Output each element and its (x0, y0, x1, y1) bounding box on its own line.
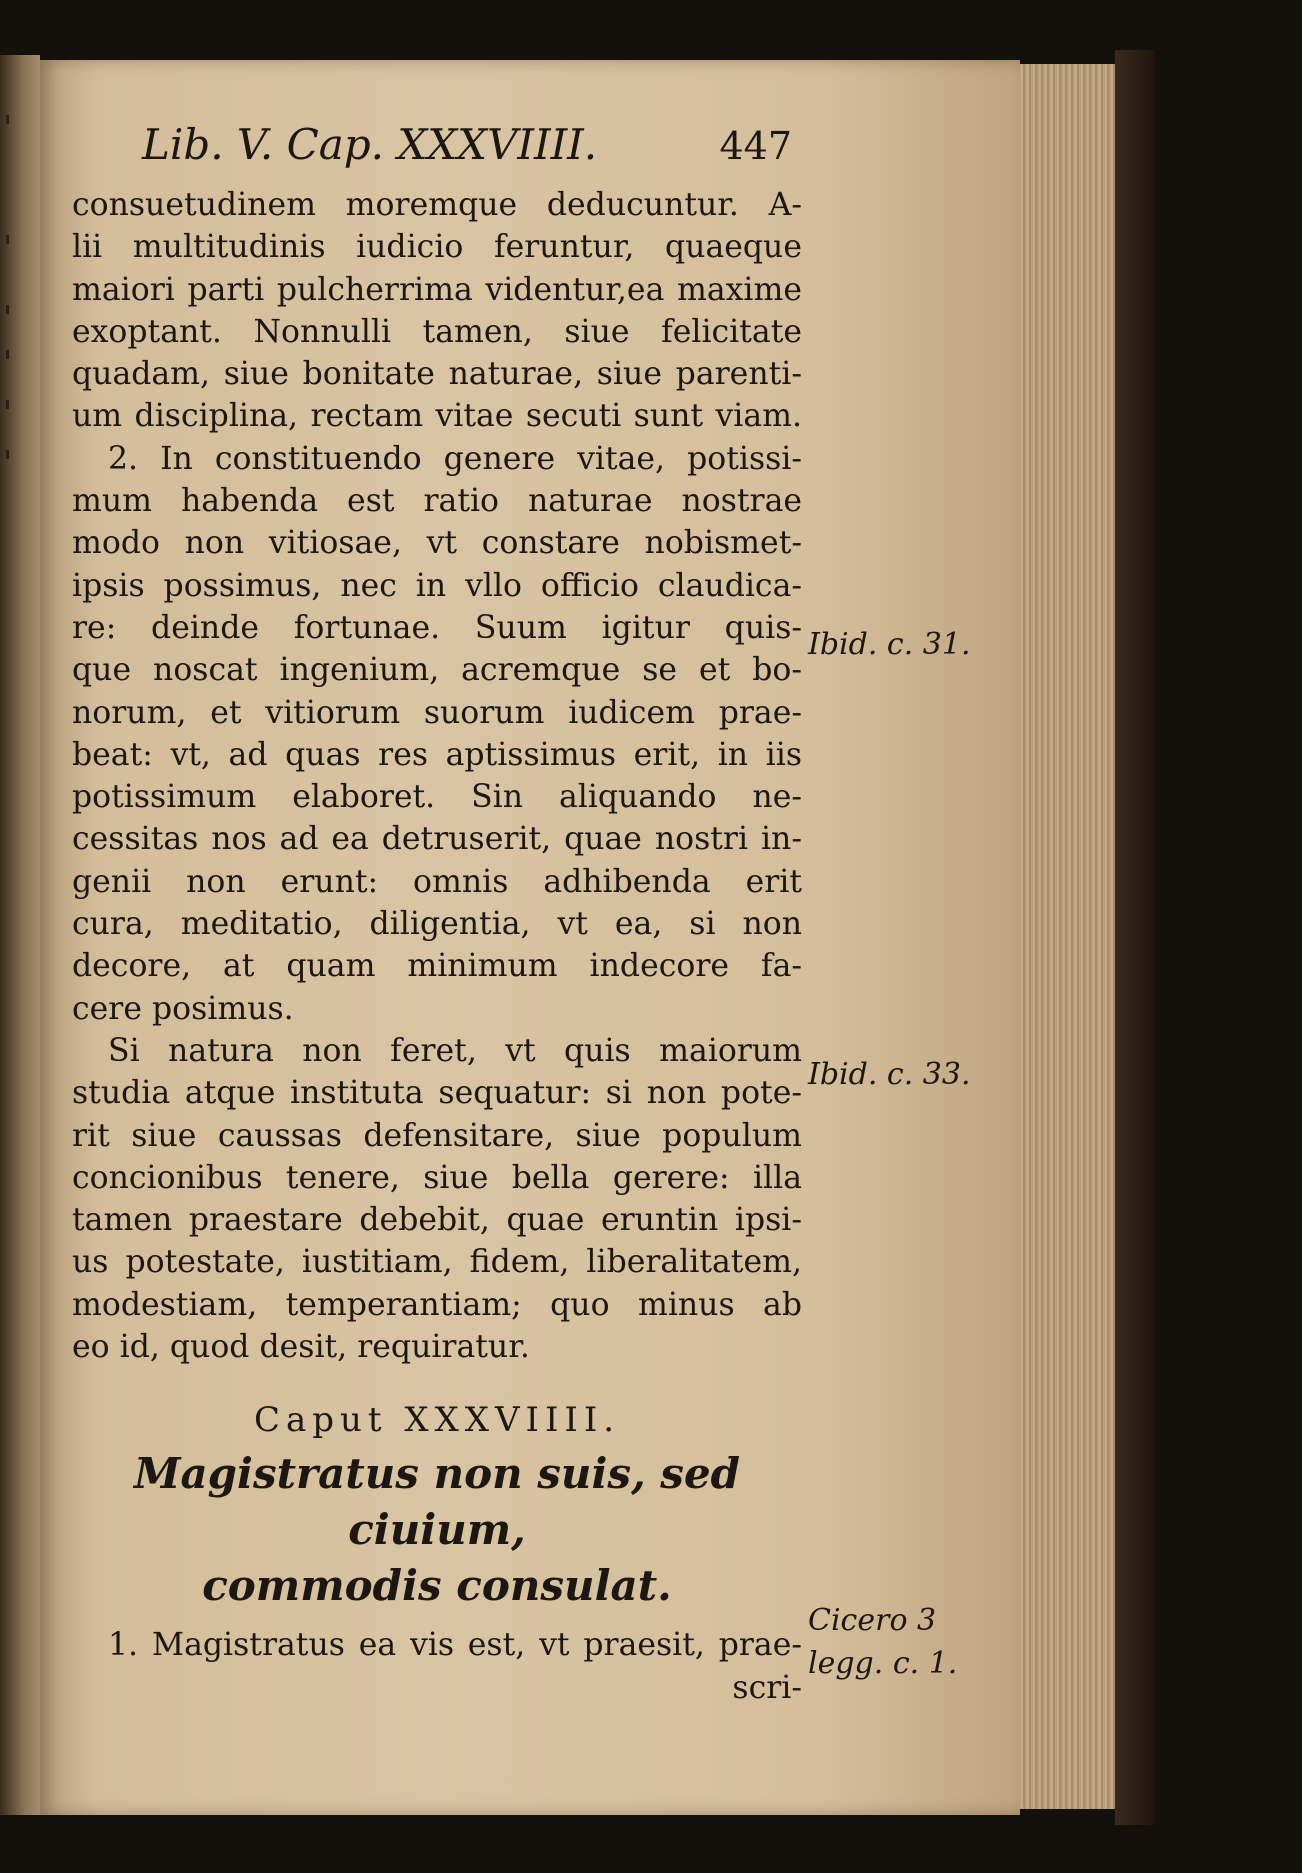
text-line: consuetudinem moremque deducuntur. A- (72, 187, 802, 223)
text-line: potissimum elaboret. Sin aliquando ne- (72, 779, 802, 816)
ink-mark (6, 400, 9, 409)
text-line: 1. Magistratus ea vis est, vt praesit, prae- (108, 1627, 802, 1664)
text-line: re: deinde fortunae. Suum igitur quis- (72, 609, 802, 646)
text-line: mum habenda est ratio naturae nostrae (72, 483, 802, 520)
ink-mark (6, 235, 9, 244)
text-line: studia atque instituta sequatur: si non pote- (72, 1075, 802, 1112)
ink-mark (6, 305, 9, 314)
chapter-subtitle: Magistratus non suis, sed ciuium, (133, 1449, 741, 1555)
text-line: norum, et vitiorum suorum iudicem prae- (72, 694, 802, 731)
margin-note: legg. c. 1. (808, 1646, 958, 1681)
text-line: que noscat ingenium, acremque se et bo- (72, 652, 802, 689)
chapter-subtitle: commodis consulat. (202, 1561, 672, 1611)
running-header (72, 120, 802, 184)
text-line: modo non vitiosae, vt constare nobismet- (72, 525, 802, 562)
text-line: modestiam, temperantiam; quo minus ab (72, 1286, 802, 1323)
margin-note: Cicero 3 (808, 1603, 937, 1638)
text-line: um disciplina, rectam vitae secuti sunt viam. (72, 398, 802, 435)
page-stack-edge (1020, 64, 1115, 1809)
page-text-block (72, 120, 802, 1709)
text-line: maiori parti pulcherrima videntur,ea maxime (72, 271, 802, 308)
running-title: Lib. V. Cap. XXXVIIII. (142, 120, 598, 169)
text-line: us potestate, iustitiam, fidem, liberalitatem, (72, 1244, 802, 1281)
text-line: Si natura non feret, vt quis maiorum (108, 1032, 802, 1069)
text-line: exoptant. Nonnulli tamen, siue felicitate (72, 313, 802, 350)
text-line: cessitas nos ad ea detruserit, quae nostri in- (72, 821, 802, 858)
margin-note: Ibid. c. 33. (808, 1057, 971, 1092)
text-line: lii multitudinis iudicio feruntur, quaeque (72, 229, 802, 266)
margin-note: Ibid. c. 31. (808, 627, 971, 662)
book-cover (1115, 50, 1155, 1825)
text-line: tamen praestare debebit, quae eruntin ipsi- (72, 1202, 802, 1239)
text-line: ipsis possimus, nec in vllo officio claudica- (72, 567, 802, 604)
page-number: 447 (719, 124, 792, 168)
facing-page-edge (0, 55, 40, 1815)
text-line: decore, at quam minimum indecore fa- (72, 948, 802, 985)
text-line: beat: vt, ad quas res aptissimus erit, in iis (72, 736, 802, 773)
ink-mark (6, 350, 9, 359)
text-line: genii non erunt: omnis adhibenda erit (72, 863, 802, 900)
text-line: scri- (732, 1669, 802, 1706)
chapter-heading: Caput XXXVIIII. (253, 1400, 621, 1441)
text-line: 2. In constituendo genere vitae, potissi- (108, 440, 802, 477)
text-line: cere posimus. (72, 990, 294, 1027)
text-line: quadam, siue bonitate naturae, siue parenti- (72, 356, 802, 393)
ink-mark (6, 115, 9, 124)
text-line: rit siue caussas defensitare, siue populum (72, 1117, 802, 1154)
text-line: eo id, quod desit, requiratur. (72, 1329, 530, 1366)
text-line: cura, meditatio, diligentia, vt ea, si non (72, 906, 802, 943)
ink-mark (6, 450, 9, 459)
text-line: concionibus tenere, siue bella gerere: illa (72, 1159, 802, 1196)
